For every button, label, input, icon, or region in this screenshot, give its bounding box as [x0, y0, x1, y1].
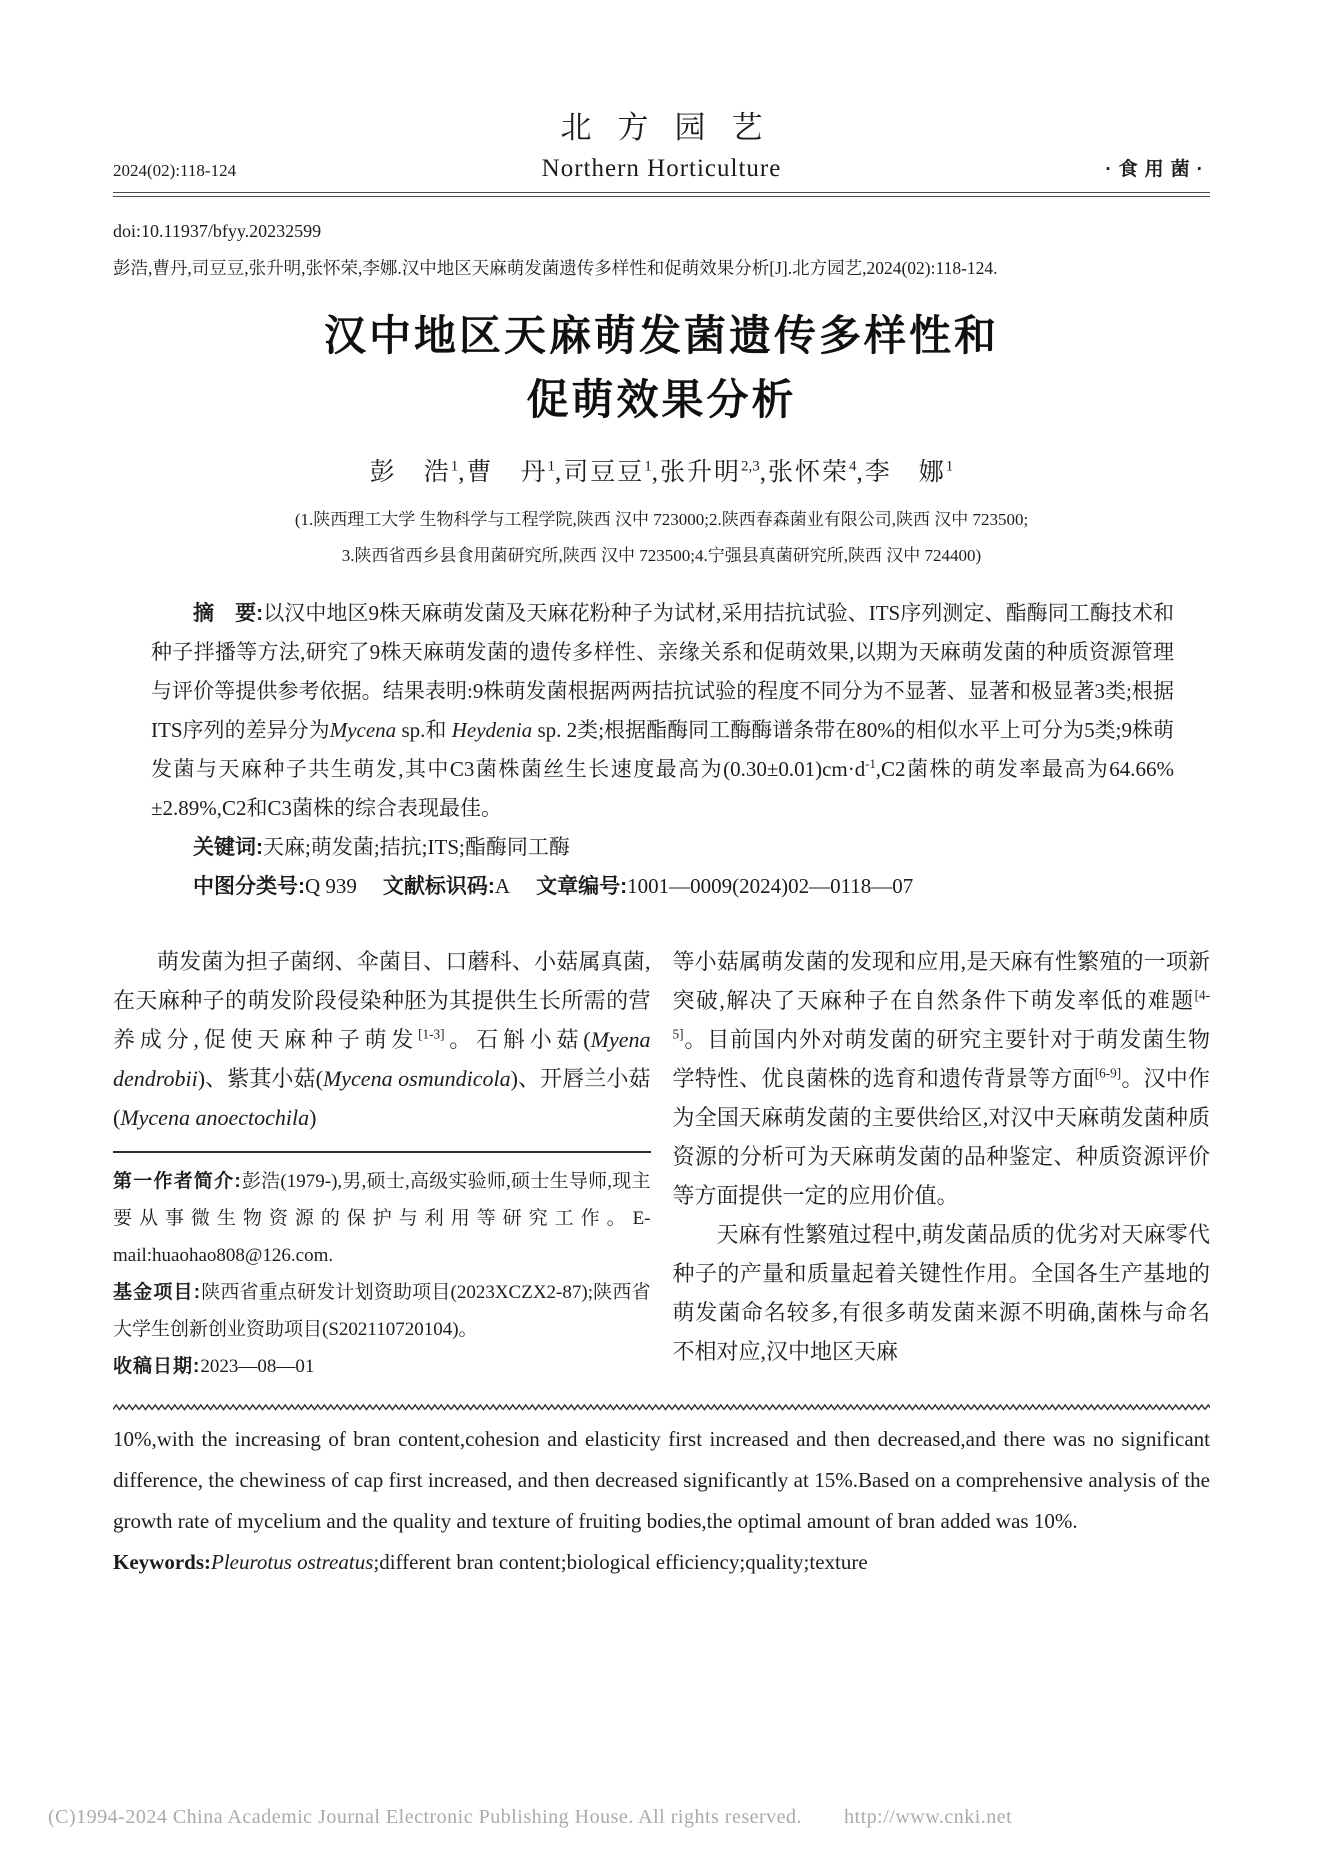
- received-date-note: [113, 1348, 651, 1385]
- author-name: 司豆豆: [563, 459, 645, 486]
- author-bio-note: [113, 1163, 651, 1274]
- doc-code-value: A: [494, 874, 511, 898]
- species-name: Mycena osmundicola: [322, 1066, 511, 1091]
- received-date-label: 收稿日期:: [113, 1356, 201, 1377]
- species-name: Mycena anoectochila: [120, 1105, 310, 1130]
- author-name: 张升明: [660, 459, 742, 486]
- author-affil-sup: 1: [644, 458, 652, 475]
- author-name: 李 娜: [864, 459, 946, 486]
- reference-marker: [4-5]: [672, 987, 1210, 1042]
- author-affil-sup: 1: [945, 458, 954, 475]
- author-name: 张怀荣: [768, 459, 850, 486]
- journal-header: [113, 102, 1210, 183]
- english-abstract-text: 10%,with the increasing of bran content,cohesion and elasticity first increased and then decreased,and there was no significant difference, the chewiness of cap first increased, and then decreased significantly at 15%.Based on a comprehensive analysis of the growth rate of mycelium and the quality and texture of fruiting bodies,the optimal amount of bran added was 10%.: [113, 1427, 1210, 1533]
- author-separator: ,: [554, 459, 564, 486]
- author-separator: ,: [458, 459, 467, 486]
- article-id-label: 文章编号:: [536, 875, 628, 898]
- body-columns: [113, 942, 1210, 1385]
- article-id-pair: [536, 874, 913, 898]
- keywords-label: 关键词:: [193, 836, 263, 859]
- clc-label: 中图分类号:: [193, 875, 305, 898]
- author-separator: ,: [651, 459, 660, 486]
- right-column: [673, 942, 1211, 1385]
- reference-marker: [6-9]: [1094, 1065, 1122, 1081]
- body-text: )、开唇兰小菇(: [113, 1066, 651, 1130]
- funding-label: 基金项目:: [113, 1282, 202, 1303]
- issue-info: 2024(02):118-124: [113, 161, 237, 180]
- wavy-divider: [113, 1399, 1210, 1409]
- abstract-text: ,C2菌株的萌发率最高为64.66%±2.89%,C2和C3菌株的综合表现最佳。: [151, 757, 1174, 820]
- column-label: ·食用菌·: [1105, 159, 1210, 180]
- species-name: Heydenia: [451, 718, 533, 742]
- doc-code-pair: [383, 874, 510, 898]
- article-title-line1: 汉中地区天麻萌发菌遗传多样性和: [323, 312, 999, 359]
- footer-copyright: (C)1994-2024 China Academic Journal Electronic Publishing House. All rights reserved.: [48, 1806, 803, 1828]
- body-text: 萌发菌为担子菌纲、伞菌目、口蘑科、小菇属真菌,在天麻种子的萌发阶段侵染种胚为其提供生长所需的营养成分,促使天麻种子萌发: [113, 949, 651, 1052]
- author-name: 曹 丹: [466, 459, 548, 486]
- classification-line: [151, 867, 1174, 906]
- clc-value: Q 939: [305, 874, 357, 898]
- author-name: 彭 浩: [369, 459, 451, 486]
- species-name: Pleurotus ostreatus: [211, 1550, 374, 1574]
- journal-title-en: Northern Horticulture: [541, 155, 782, 182]
- abstract-text: sp.和: [396, 718, 452, 742]
- header-double-rule: [113, 192, 1210, 197]
- footnotes: [113, 1163, 651, 1385]
- english-keywords-line: [113, 1542, 1210, 1583]
- abstract-block: [151, 594, 1174, 906]
- author-affil-sup: 4: [849, 458, 857, 475]
- affiliation-line2: 3.陕西省西乡县食用菌研究所,陕西 汉中 723500;4.宁强县真菌研究所,陕西 汉中 724400): [341, 546, 982, 565]
- body-text: ): [309, 1105, 317, 1130]
- author-separator: ,: [759, 459, 769, 486]
- abstract-text: 以汉中地区9株天麻萌发菌及天麻花粉种子为试材,采用拮抗试验、ITS序列测定、酯酶同工酶技术和种子拌播等方法,研究了9株天麻萌发菌的遗传多样性、亲缘关系和促萌效果,以期为天麻萌发菌的种质资源管理与评价等提供参考依据。结果表明:9株萌发菌根据两两拮抗试验的程度不同分为不显著、显著和极显著3类;根据ITS序列的差异分为: [151, 601, 1174, 742]
- doc-code-label: 文献标识码:: [382, 875, 495, 898]
- keywords-line: [151, 828, 1174, 867]
- citation-reference: 彭浩,曹丹,司豆豆,张升明,张怀荣,李娜.汉中地区天麻萌发菌遗传多样性和促萌效果分析[J].北方园艺,2024(02):118-124.: [113, 258, 998, 278]
- abstract-paragraph: [151, 594, 1174, 828]
- wavy-divider-svg: [113, 1402, 1210, 1412]
- affiliation-line1: (1.陕西理工大学 生物科学与工程学院,陕西 汉中 723000;2.陕西春森菌业有限公司,陕西 汉中 723500;: [294, 510, 1029, 529]
- footer-url: http://www.cnki.net: [844, 1806, 1013, 1828]
- exponent: -1: [865, 757, 876, 771]
- abstract-label: 摘 要:: [193, 602, 264, 625]
- footnote-rule: [113, 1151, 651, 1153]
- species-name: Mycena: [329, 718, 397, 742]
- authors-line: [113, 452, 1210, 488]
- author-separator: ,: [856, 459, 865, 486]
- left-column: [113, 942, 651, 1385]
- article-title-line2: 促萌效果分析: [526, 376, 797, 423]
- english-keywords-label: Keywords:: [113, 1550, 211, 1574]
- author-bio-text: 彭浩(1979-),男,硕士,高级实验师,硕士生导师,现主要从事微生物资源的保护与利用等研究工作。E-mail:huaohao808@126.com.: [113, 1171, 651, 1266]
- english-keywords-text: ;different bran content;biological efficiency;quality;texture: [373, 1550, 868, 1574]
- body-paragraph: [673, 942, 1211, 1215]
- author-affil-sup: 2,3: [741, 458, 760, 475]
- journal-name-block: [353, 102, 970, 183]
- body-paragraph: 天麻有性繁殖过程中,萌发菌品质的优劣对天麻零代种子的产量和质量起着关键性作用。全国各生产基地的萌发菌命名较多,有很多萌发菌来源不明确,菌株与命名不相对应,汉中地区天麻: [672, 1222, 1210, 1364]
- body-paragraph: [113, 942, 651, 1137]
- author-affil-sup: 1: [547, 458, 555, 475]
- article-title: [113, 304, 1210, 432]
- author-affil-sup: 1: [450, 458, 459, 475]
- doi: doi:10.11937/bfyy.20232599: [113, 221, 322, 241]
- affiliations: [113, 502, 1210, 574]
- article-id-value: 1001—0009(2024)02—0118—07: [627, 874, 914, 898]
- body-text: 。汉中作为全国天麻萌发菌的主要供给区,对汉中天麻萌发菌种质资源的分析可为天麻萌发菌的品种鉴定、种质资源评价等方面提供一定的应用价值。: [672, 1066, 1210, 1208]
- page-content: [113, 0, 1210, 1583]
- received-date-text: 2023—08—01: [200, 1356, 315, 1377]
- body-text: )、紫萁小菇(: [197, 1066, 323, 1091]
- reference-marker: [1-3]: [418, 1026, 445, 1042]
- clc-pair: [193, 874, 357, 898]
- english-abstract: [113, 1419, 1210, 1583]
- body-text: 。石斛小菇(: [444, 1027, 591, 1052]
- funding-text: 陕西省重点研发计划资助项目(2023XCZX2-87);陕西省大学生创新创业资助项目(S202110720104)。: [113, 1282, 651, 1340]
- cnki-footer: [48, 1806, 1012, 1829]
- author-bio-label: 第一作者简介:: [113, 1171, 242, 1192]
- abstract-text: sp. 2类;根据酯酶同工酶酶谱条带在80%的相似水平上可分为5类;9株萌发菌与天麻种子共生萌发,其中C3菌株菌丝生长速度最高为(0.30±0.01)cm·d: [151, 718, 1174, 781]
- species-name: Myena dendrobii: [113, 1027, 651, 1091]
- body-text: 。目前国内外对萌发菌的研究主要针对于萌发菌生物学特性、优良菌株的选育和遗传背景等方面: [672, 1027, 1210, 1091]
- journal-title-cn: 北方园艺: [560, 110, 789, 145]
- body-text: 等小菇属萌发菌的发现和应用,是天麻有性繁殖的一项新突破,解决了天麻种子在自然条件下萌发率低的难题: [672, 949, 1210, 1013]
- funding-note: [113, 1274, 651, 1348]
- keywords-text: 天麻;萌发菌;拮抗;ITS;酯酶同工酶: [263, 835, 570, 859]
